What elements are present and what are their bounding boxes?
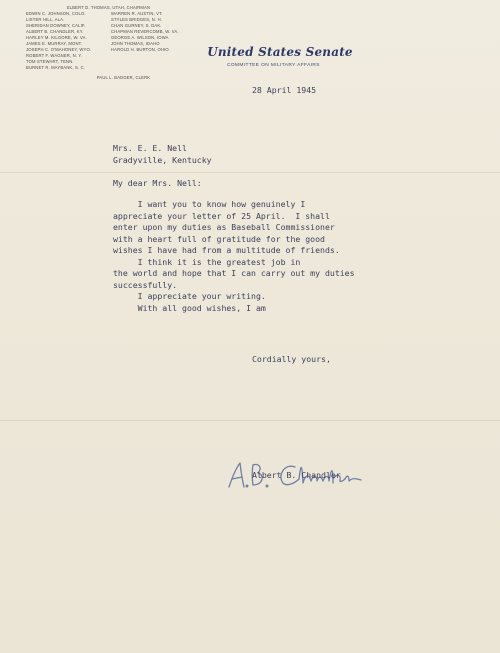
member-name: STYLES BRIDGES, N. H. xyxy=(111,17,163,22)
member-name: HARLEY M. KILGORE, W. VA. xyxy=(26,35,87,40)
letterhead xyxy=(205,45,355,68)
letter-body xyxy=(113,199,383,314)
body-line: With all good wishes, I am xyxy=(113,302,266,313)
member-name: JOSEPH C. O'MAHONEY, WYO. xyxy=(26,47,92,52)
body-line: the world and hope that I can carry out my duties xyxy=(113,268,355,278)
body-line: I think it is the greatest job in xyxy=(113,256,301,267)
member-name: CHAPMAN REVERCOMB, W. VA. xyxy=(111,29,179,34)
committee-members-left xyxy=(26,11,106,71)
salutation: My dear Mrs. Nell: xyxy=(113,178,202,188)
body-line: I appreciate your writing. xyxy=(113,291,266,301)
member-name: BURNET R. MAYBANK, S. C. xyxy=(26,65,86,70)
member-name: JAMES E. MURRAY, MONT. xyxy=(26,41,83,46)
letter-date: 28 April 1945 xyxy=(252,85,317,95)
body-line: I want you to know how genuinely I xyxy=(113,199,306,209)
member-name: ALBERT B. CHANDLER, KY. xyxy=(26,29,84,34)
body-line: appreciate your letter of 25 April. I shall xyxy=(113,210,330,221)
body-line: wishes I have had from a multitude of friends. xyxy=(113,245,340,255)
recipient-address: Gradyville, Kentucky xyxy=(113,155,212,165)
committee-roster xyxy=(26,5,191,81)
member-name: GEORGE A. WILSON, IOWA xyxy=(111,35,169,40)
typed-signature-name: Albert B. Chandler xyxy=(252,470,341,480)
paper-fold xyxy=(0,172,500,173)
member-name: CHAN GURNEY, S. DAK. xyxy=(111,23,162,28)
letterhead-title: United States Senate xyxy=(207,45,353,59)
letterhead-subtitle: COMMITTEE ON MILITARY AFFAIRS xyxy=(227,63,320,68)
member-name: LISTER HILL, ALA. xyxy=(26,17,65,22)
body-line: with a heart full of gratitude for the good xyxy=(113,233,325,244)
paper-fold xyxy=(0,420,500,421)
member-name: EDWIN C. JOHNSON, COLO. xyxy=(26,11,86,16)
committee-members-right xyxy=(111,11,191,71)
member-name: WARREN R. AUSTIN, VT. xyxy=(111,11,163,16)
body-line: enter upon my duties as Baseball Commissioner xyxy=(113,222,335,232)
closing: Cordially yours, xyxy=(252,354,331,364)
committee-chairman: ELBERT D. THOMAS, UTAH, CHAIRMAN xyxy=(66,5,151,10)
committee-clerk: PAUL L. BADGER, CLERK xyxy=(96,75,151,80)
member-name: JOHN THOMAS, IDAHO xyxy=(111,41,160,46)
recipient-name: Mrs. E. E. Nell xyxy=(113,143,187,153)
member-name: ROBERT F. WAGNER, N. Y. xyxy=(26,53,83,58)
member-name: HAROLD H. BURTON, OHIO xyxy=(111,47,169,52)
body-line: successfully. xyxy=(113,279,178,290)
member-name: SHERIDAN DOWNEY, CALIF. xyxy=(26,23,86,28)
member-name: TOM STEWART, TENN. xyxy=(26,59,74,64)
